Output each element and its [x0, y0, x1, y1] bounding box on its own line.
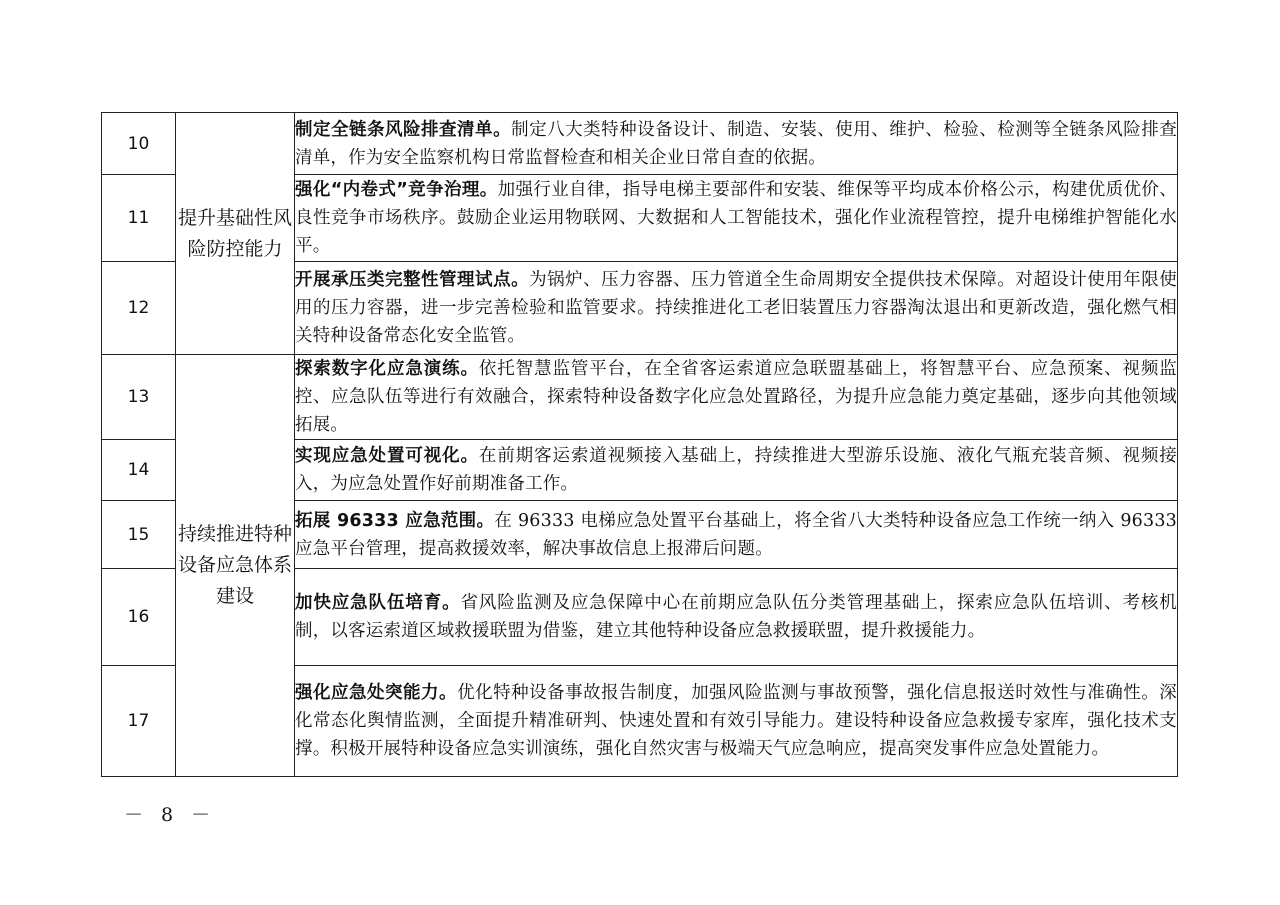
- measure-title: 加快应急队伍培育。: [295, 593, 461, 613]
- measure-title: 拓展 96333 应急范围。: [295, 510, 495, 531]
- row-number: 10: [102, 113, 176, 175]
- measure-text: [295, 355, 1178, 440]
- row-number: 12: [102, 262, 176, 355]
- measure-body: 加强行业自律，指导电梯主要部件和安装、维保等平均成本价格公示，构建优质优价、良性竞争市场秩序。鼓励企业运用物联网、大数据和人工智能技术，强化作业流程管控，提升电梯维护智能化水平。: [295, 180, 1177, 256]
- table-row: [102, 355, 1178, 440]
- row-number: 11: [102, 175, 176, 262]
- measure-title: 探索数字化应急演练。: [295, 359, 479, 379]
- measure-body: 优化特种设备事故报告制度，加强风险监测与事故预警，强化信息报送时效性与准确性。深化常态化舆情监测，全面提升精准研判、快速处置和有效引导能力。建设特种设备应急救援专家库，强化技术支撑。积极开展特种设备应急实训演练，强化自然灾害与极端天气应急响应，提高突发事件应急处置能力。: [295, 683, 1177, 759]
- measure-body: 为锅炉、压力容器、压力管道全生命周期安全提供技术保障。对超设计使用年限使用的压力容器，进一步完善检验和监管要求。持续推进化工老旧装置压力容器淘汰退出和更新改造，强化燃气相关特种设备常态化安全监管。: [295, 270, 1177, 346]
- measure-body: 依托智慧监管平台，在全省客运索道应急联盟基础上，将智慧平台、应急预案、视频监控、应急队伍等进行有效融合，探索特种设备数字化应急处置路径，为提升应急能力奠定基础，逐步向其他领域拓展。: [295, 359, 1178, 435]
- measure-text: [295, 666, 1178, 777]
- category-risk-control: 提升基础性风险防控能力: [176, 113, 295, 355]
- row-number: 16: [102, 569, 176, 666]
- measure-title: 制定全链条风险排查清单。: [295, 119, 512, 140]
- measure-title: 强化“内卷式”竞争治理。: [295, 180, 498, 200]
- measure-title: 实现应急处置可视化。: [295, 446, 479, 466]
- measure-body: 省风险监测及应急保障中心在前期应急队伍分类管理基础上，探索应急队伍培训、考核机制，以客运索道区域救援联盟为借鉴，建立其他特种设备应急救援联盟，提升救援能力。: [295, 593, 1178, 641]
- measure-text: [295, 262, 1178, 355]
- measure-text: [295, 440, 1178, 501]
- measures-table: [101, 112, 1178, 777]
- measure-title: 强化应急处突能力。: [295, 683, 458, 703]
- page-number: － 8 －: [124, 804, 217, 826]
- measure-text: [295, 175, 1178, 262]
- measure-body: 在 96333 电梯应急处置平台基础上，将全省八大类特种设备应急工作统一纳入 96333 应急平台管理，提高救援效率，解决事故信息上报滞后问题。: [295, 510, 1178, 559]
- measure-body: 在前期客运索道视频接入基础上，持续推进大型游乐设施、液化气瓶充装音频、视频接入，为应急处置作好前期准备工作。: [295, 446, 1178, 494]
- measure-text: [295, 113, 1178, 175]
- row-number: 13: [102, 355, 176, 440]
- category-emergency-system: 持续推进特种设备应急体系建设: [176, 355, 295, 777]
- measure-title: 开展承压类完整性管理试点。: [295, 270, 530, 290]
- measure-text: [295, 501, 1178, 569]
- measure-body: 制定八大类特种设备设计、制造、安装、使用、维护、检验、检测等全链条风险排查清单，作为安全监察机构日常监督检查和相关企业日常自查的依据。: [295, 119, 1177, 168]
- row-number: 14: [102, 440, 176, 501]
- table-row: [102, 113, 1178, 175]
- measure-text: [295, 569, 1178, 666]
- row-number: 17: [102, 666, 176, 777]
- row-number: 15: [102, 501, 176, 569]
